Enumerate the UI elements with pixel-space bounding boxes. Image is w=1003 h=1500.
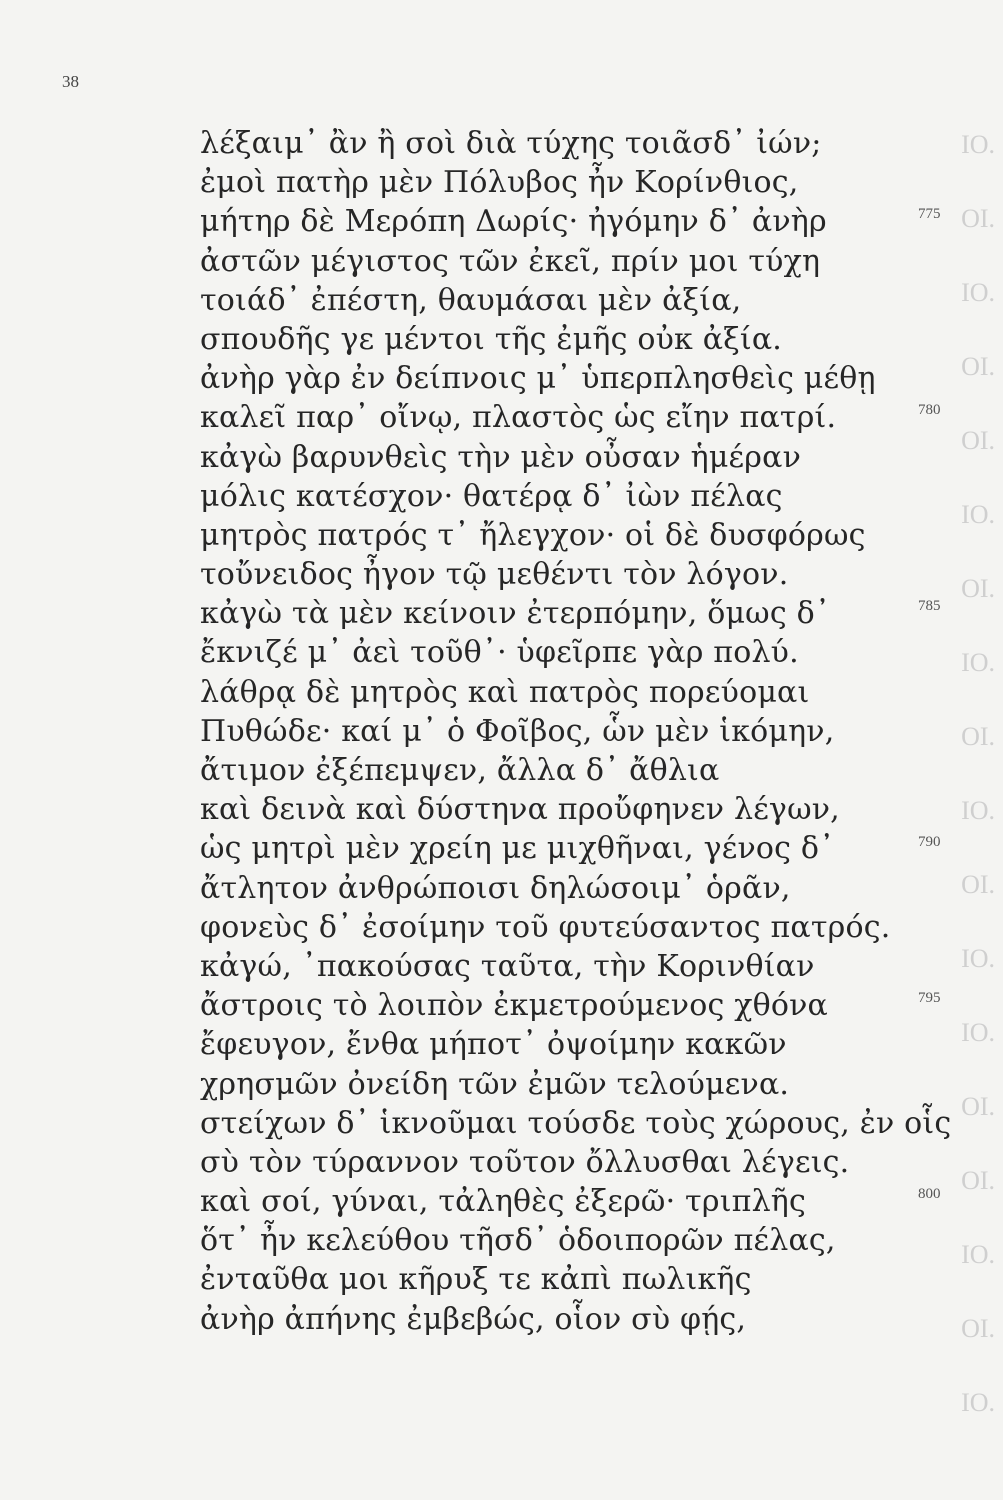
- verse-line: ὡς μητρὶ μὲν χρείη με μιχθῆναι, γένος δ᾽: [200, 831, 835, 867]
- bleed-through-mark: OI.: [961, 204, 995, 233]
- bleed-through-mark: OI.: [961, 722, 995, 751]
- verse-line: καὶ δεινὰ καὶ δύστηνα προὔφηνεν λέγων,: [200, 792, 840, 828]
- bleed-through-mark: OI.: [961, 352, 995, 381]
- bleed-through-mark: IO.: [961, 500, 995, 529]
- verse-line: ἐμοὶ πατὴρ μὲν Πόλυβος ἦν Κορίνθιος,: [200, 165, 799, 201]
- verse-line: κἀγὼ βαρυνθεὶς τὴν μὲν οὖσαν ἡμέραν: [200, 439, 802, 475]
- margin-line-number: 795: [918, 990, 941, 1007]
- verse-line: λέξαιμ᾽ ἂν ἢ σοὶ διὰ τύχης τοιᾶσδ᾽ ἰών;: [200, 126, 822, 161]
- verse-line: καλεῖ παρ᾽ οἴνῳ, πλαστὸς ὡς εἴην πατρί.: [200, 400, 837, 436]
- verse-line: μητρὸς πατρός τ᾽ ἤλεγχον· οἱ δὲ δυσφόρως: [200, 517, 866, 553]
- verse-line: τοιάδ᾽ ἐπέστη, θαυμάσαι μὲν ἀξία,: [200, 282, 742, 318]
- margin-line-number: 785: [918, 598, 941, 615]
- verse-line: στείχων δ᾽ ἱκνοῦμαι τούσδε τοὺς χώρους, ἐν οἷς: [200, 1105, 952, 1141]
- verse-line: λάθρᾳ δὲ μητρὸς καὶ πατρὸς πορεύομαι: [200, 674, 810, 710]
- verse-line: ἀνὴρ γὰρ ἐν δείπνοις μ᾽ ὑπερπλησθεὶς μέθῃ: [200, 361, 876, 397]
- verse-line: σὺ τὸν τύραννον τοῦτον ὄλλυσθαι λέγεις.: [200, 1144, 850, 1180]
- verse-line: κἀγώ, ᾽πακούσας ταῦτα, τὴν Κορινθίαν: [200, 948, 815, 984]
- verse-line: χρησμῶν ὀνείδη τῶν ἐμῶν τελούμενα.: [200, 1066, 790, 1102]
- verse-line: ἔκνιζέ μ᾽ ἀεὶ τοῦθ᾽· ὑφεῖρπε γὰρ πολύ.: [200, 635, 799, 671]
- bleed-through-mark: IO.: [961, 130, 995, 159]
- bleed-through-mark: IO.: [961, 796, 995, 825]
- verse-line: ἔφευγον, ἔνθα μήποτ᾽ ὀψοίμην κακῶν: [200, 1027, 787, 1063]
- bleed-through-mark: IO.: [961, 1240, 995, 1269]
- bleed-through-mark: OI.: [961, 870, 995, 899]
- verse-line: ὅτ᾽ ἦν κελεύθου τῆσδ᾽ ὁδοιπορῶν πέλας,: [200, 1223, 836, 1259]
- bleed-through-mark: IO.: [961, 1018, 995, 1047]
- verse-line: μήτηρ δὲ Μερόπη Δωρίς· ἠγόμην δ᾽ ἀνὴρ: [200, 204, 827, 240]
- verse-line: κἀγὼ τὰ μὲν κείνοιν ἐτερπόμην, ὅμως δ᾽: [200, 596, 831, 632]
- bleed-through-mark: OI.: [961, 1314, 995, 1343]
- bleed-through-mark: OI.: [961, 1166, 995, 1195]
- verse-line: μόλις κατέσχον· θατέρᾳ δ᾽ ἰὼν πέλας: [200, 478, 783, 514]
- verse-line: Πυθώδε· καί μ᾽ ὁ Φοῖβος, ὧν μὲν ἱκόμην,: [200, 713, 835, 749]
- verse-line: φονεὺς δ᾽ ἐσοίμην τοῦ φυτεύσαντος πατρός.: [200, 909, 891, 945]
- verse-line: ἄστροις τὸ λοιπὸν ἐκμετρούμενος χθόνα: [200, 988, 829, 1024]
- verse-line: ἄτιμον ἐξέπεμψεν, ἄλλα δ᾽ ἄθλια: [200, 753, 720, 788]
- bleed-through-mark: OI.: [961, 426, 995, 455]
- bleed-through-text: [913, 100, 1003, 1440]
- bleed-through-mark: OI.: [961, 574, 995, 603]
- bleed-through-mark: IO.: [961, 1388, 995, 1417]
- margin-line-number: 790: [918, 833, 941, 850]
- bleed-through-mark: IO.: [961, 278, 995, 307]
- verse-line: ἀστῶν μέγιστος τῶν ἐκεῖ, πρίν μοι τύχη: [200, 243, 821, 279]
- verse-line: ἄτλητον ἀνθρώποισι δηλώσοιμ᾽ ὁρᾶν,: [200, 870, 791, 906]
- verse-line: ἀνὴρ ἀπήνης ἐμβεβώς, οἷον σὺ φῄς,: [200, 1301, 747, 1337]
- margin-line-number: 780: [918, 402, 941, 419]
- verse-line: καὶ σοί, γύναι, τἀληθὲς ἐξερῶ· τριπλῆς: [200, 1184, 806, 1220]
- verse-line: τοὔνειδος ἦγον τῷ μεθέντι τὸν λόγον.: [200, 557, 789, 593]
- verse-line: ἐνταῦθα μοι κῆρυξ τε κἀπὶ πωλικῆς: [200, 1262, 752, 1298]
- page-number: 38: [62, 72, 79, 91]
- bleed-through-mark: IO.: [961, 648, 995, 677]
- bleed-through-mark: IO.: [961, 944, 995, 973]
- margin-line-number: 800: [918, 1186, 941, 1203]
- bleed-through-mark: OI.: [961, 1092, 995, 1121]
- verse-line: σπουδῆς γε μέντοι τῆς ἐμῆς οὐκ ἀξία.: [200, 321, 783, 357]
- margin-line-number: 775: [918, 206, 941, 223]
